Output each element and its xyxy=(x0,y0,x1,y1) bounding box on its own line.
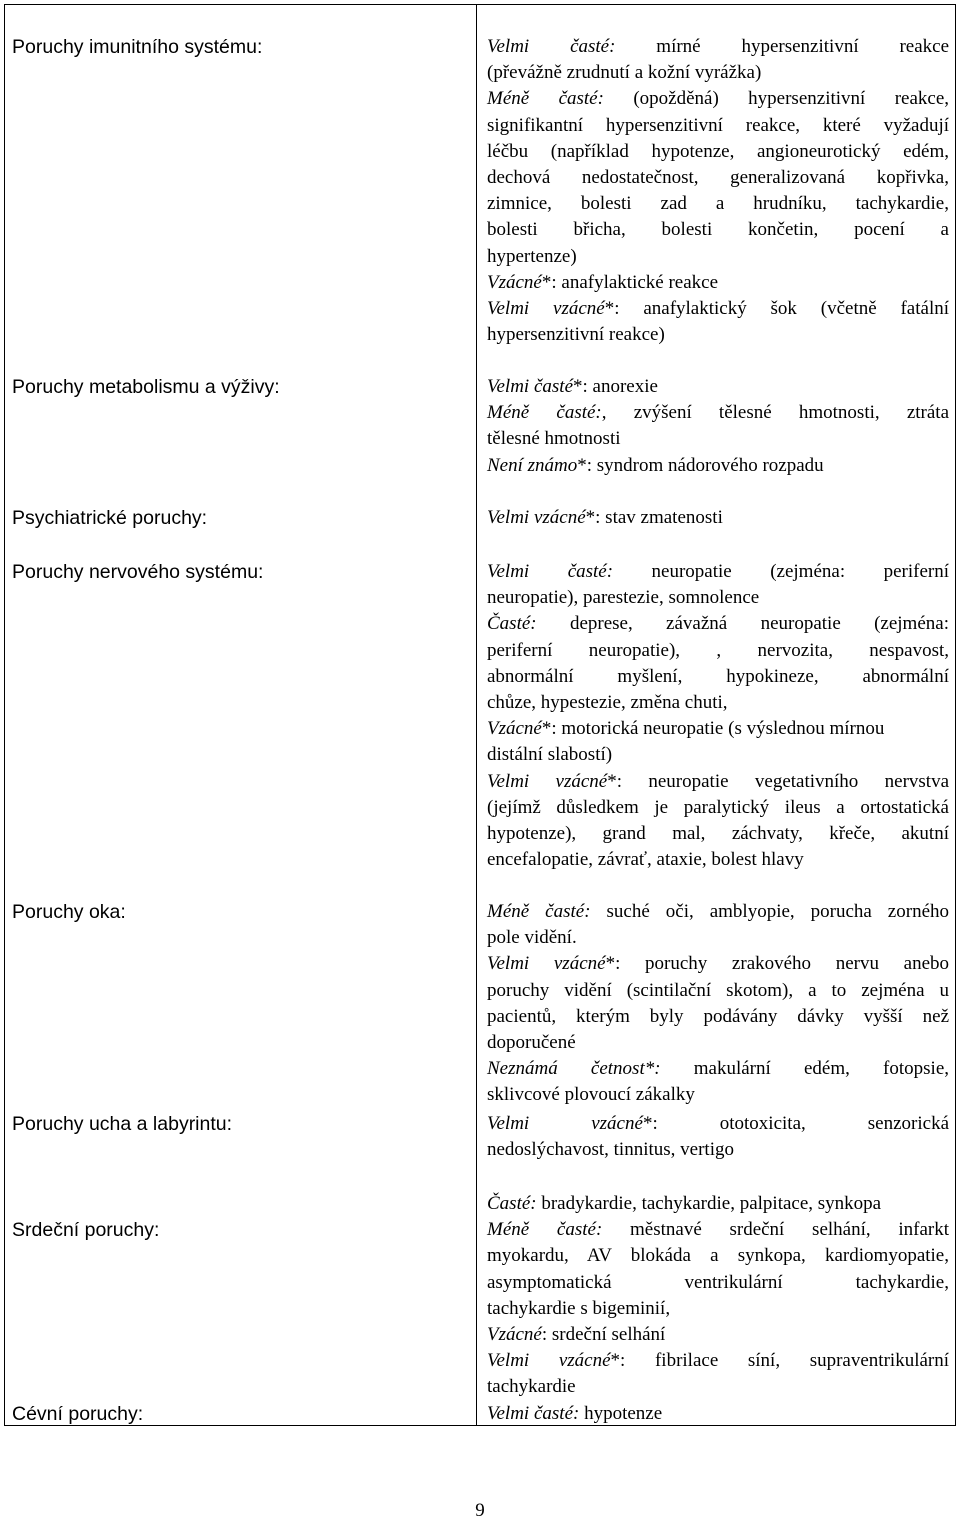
description-line xyxy=(487,296,949,322)
effect-text: pole vidění. xyxy=(487,927,577,949)
description-line xyxy=(487,585,949,611)
effect-text: *: anorexie xyxy=(573,376,658,397)
effect-text: , zvýšení tělesné hmotnosti, ztráta xyxy=(601,402,950,424)
row-label: Psychiatrické poruchy: xyxy=(12,507,208,529)
effect-text: doporučené xyxy=(487,1032,576,1054)
frequency-term: Velmi časté: xyxy=(487,1403,580,1424)
column-divider xyxy=(476,4,477,1426)
frequency-term: Časté: xyxy=(487,1193,537,1214)
effect-text: městnavé srdeční selhání, infarkt xyxy=(602,1219,949,1241)
row-label: Poruchy oka: xyxy=(12,901,126,923)
effect-text: bolesti břicha, bolesti končetin, pocení a xyxy=(487,219,949,241)
description-line xyxy=(487,716,949,742)
effect-text: dechová nedostatečnost, generalizovaná kopřivka, xyxy=(487,167,949,189)
description-line xyxy=(487,769,949,795)
frequency-term: Vzácné xyxy=(487,718,542,740)
row-label: Poruchy metabolismu a výživy: xyxy=(12,376,280,398)
description-line xyxy=(487,1137,949,1163)
description-line xyxy=(487,978,949,1004)
effect-text: sklivcové plovoucí zákalky xyxy=(487,1084,695,1106)
frequency-term: Méně časté: xyxy=(487,901,591,922)
description-line xyxy=(487,270,949,296)
description-line xyxy=(487,322,949,348)
description-line xyxy=(487,559,949,585)
description-line xyxy=(487,1217,949,1243)
description-line xyxy=(487,795,949,821)
frequency-term: Velmi vzácné xyxy=(487,953,606,975)
effect-text: hypersenzitivní reakce) xyxy=(487,324,665,346)
description-line xyxy=(487,244,949,270)
description-line xyxy=(487,400,949,426)
effect-text: *: anafylaktické reakce xyxy=(541,271,719,293)
effect-text: tělesné hmotnosti xyxy=(487,428,621,450)
description-line xyxy=(487,821,949,847)
effect-text: neuropatie), parestezie, somnolence xyxy=(487,587,760,609)
frequency-term: Velmi vzácné xyxy=(487,770,608,792)
description-line xyxy=(487,1270,949,1296)
description-line xyxy=(487,664,949,690)
effect-text: (převážně zrudnutí a kožní vyrážka) xyxy=(487,62,762,84)
effect-text: mírné hypersenzitivní reakce xyxy=(615,36,950,57)
row-description xyxy=(487,505,949,531)
row-label: Poruchy imunitního systému: xyxy=(12,36,263,58)
description-line xyxy=(487,374,949,400)
frequency-term: Není známo xyxy=(487,454,578,476)
row-label: Poruchy nervového systému: xyxy=(12,561,264,583)
effect-text: : srdeční selhání xyxy=(541,1324,666,1346)
effect-text: signifikantní hypersenzitivní reakce, které vyžadují xyxy=(487,114,949,136)
effect-text: léčbu (například hypotenze, angioneurotický edém, xyxy=(487,140,949,162)
description-line xyxy=(487,1243,949,1269)
row-description xyxy=(487,559,949,873)
effect-text: myokardu, AV blokáda a synkopa, kardiomyopatie, xyxy=(487,1245,949,1267)
effect-text: encefalopatie, závrať, ataxie, bolest hlavy xyxy=(487,849,804,871)
description-line xyxy=(487,34,949,60)
row-label: Srdeční poruchy: xyxy=(12,1219,160,1241)
description-line xyxy=(487,638,949,664)
frequency-term: Velmi časté xyxy=(487,376,574,397)
frequency-term: Velmi vzácné xyxy=(487,1350,611,1372)
frequency-term: Méně časté: xyxy=(487,402,602,424)
effect-text: makulární edém, fotopsie, xyxy=(660,1058,949,1080)
description-line xyxy=(487,113,949,139)
effect-text: (jejímž důsledkem je paralytický ileus a ortostatická xyxy=(487,796,949,818)
row-description xyxy=(487,1191,949,1401)
effect-text: abnormální myšlení, hypokineze, abnormální xyxy=(487,665,949,687)
frequency-term: Vzácné xyxy=(487,271,542,293)
row-description xyxy=(487,1401,949,1427)
effect-text: deprese, závažná neuropatie (zejména: xyxy=(536,613,949,635)
row-description xyxy=(487,374,949,479)
description-line xyxy=(487,505,949,531)
effect-text: *: ototoxicita, senzorická xyxy=(642,1113,950,1134)
row-description xyxy=(487,34,949,348)
frequency-term: Velmi časté: xyxy=(487,561,614,582)
description-line xyxy=(487,60,949,86)
description-line xyxy=(487,925,949,951)
effect-text: neuropatie (zejména: periferní xyxy=(613,561,949,582)
effect-text: asymptomatická ventrikulární tachykardie, xyxy=(487,1271,949,1293)
effect-text: poruchy vidění (scintilační skotom), a to zejména u xyxy=(487,979,949,1001)
description-line xyxy=(487,1191,949,1217)
effect-text: chůze, hypestezie, změna chuti, xyxy=(487,692,728,714)
description-line xyxy=(487,139,949,165)
frequency-term: Velmi vzácné xyxy=(487,507,586,528)
description-line xyxy=(487,690,949,716)
description-line xyxy=(487,1082,949,1108)
description-line xyxy=(487,86,949,112)
description-line xyxy=(487,217,949,243)
effect-text: (opožděná) hypersenzitivní reakce, xyxy=(603,88,950,110)
frequency-term: Neznámá četnost*: xyxy=(487,1058,661,1080)
page-number: 9 xyxy=(475,1500,485,1521)
description-line xyxy=(487,426,949,452)
description-line xyxy=(487,1322,949,1348)
effect-text: distální slabostí) xyxy=(487,744,613,766)
description-line xyxy=(487,899,949,925)
description-line xyxy=(487,453,949,479)
description-line xyxy=(487,1030,949,1056)
frequency-term: Velmi časté: xyxy=(487,36,616,57)
effect-text: periferní neuropatie), , nervozita, nespavost, xyxy=(487,639,949,661)
description-line xyxy=(487,1111,949,1137)
description-line xyxy=(487,1296,949,1322)
effect-text: bradykardie, tachykardie, palpitace, synkopa xyxy=(536,1193,882,1214)
effect-text: tachykardie s bigeminií, xyxy=(487,1297,671,1319)
description-line xyxy=(487,1056,949,1082)
description-line xyxy=(487,847,949,873)
effect-text: *: poruchy zrakového nervu anebo xyxy=(605,953,950,975)
description-line xyxy=(487,165,949,191)
effect-text: *: syndrom nádorového rozpadu xyxy=(577,454,824,476)
description-line xyxy=(487,1348,949,1374)
frequency-term: Velmi vzácné xyxy=(487,298,605,320)
row-label: Poruchy ucha a labyrintu: xyxy=(12,1113,233,1135)
frequency-term: Časté: xyxy=(487,613,537,635)
description-line xyxy=(487,1004,949,1030)
description-line xyxy=(487,742,949,768)
effect-text: *: neuropatie vegetativního nervstva xyxy=(607,770,950,792)
effect-text: *: fibrilace síní, supraventrikulární xyxy=(610,1350,950,1372)
effect-text: zimnice, bolesti zad a hrudníku, tachykardie, xyxy=(487,193,949,215)
row-description xyxy=(487,1111,949,1163)
effect-text: hypotenze xyxy=(579,1403,663,1424)
frequency-term: Velmi vzácné xyxy=(487,1113,643,1134)
effect-text: nedoslýchavost, tinnitus, vertigo xyxy=(487,1139,734,1161)
effect-text: *: stav zmatenosti xyxy=(585,507,723,528)
effect-text: *: anafylaktický šok (včetně fatální xyxy=(604,298,950,320)
description-line xyxy=(487,1401,949,1427)
effect-text: suché oči, amblyopie, porucha zorného xyxy=(590,901,950,922)
description-line xyxy=(487,951,949,977)
frequency-term: Méně časté: xyxy=(487,1219,603,1241)
description-line xyxy=(487,1374,949,1400)
description-line xyxy=(487,611,949,637)
description-line xyxy=(487,191,949,217)
effect-text: hypotenze), grand mal, záchvaty, křeče, akutní xyxy=(487,823,949,845)
effect-text: *: motorická neuropatie (s výslednou mírnou xyxy=(541,718,885,740)
effect-text: pacientů, kterým byly podávány dávky vyšší než xyxy=(487,1005,949,1027)
frequency-term: Méně časté: xyxy=(487,88,604,110)
effect-text: tachykardie xyxy=(487,1376,576,1398)
row-label: Cévní poruchy: xyxy=(12,1403,144,1425)
row-description xyxy=(487,899,949,1109)
frequency-term: Vzácné xyxy=(487,1324,542,1346)
effect-text: hypertenze) xyxy=(487,245,577,267)
